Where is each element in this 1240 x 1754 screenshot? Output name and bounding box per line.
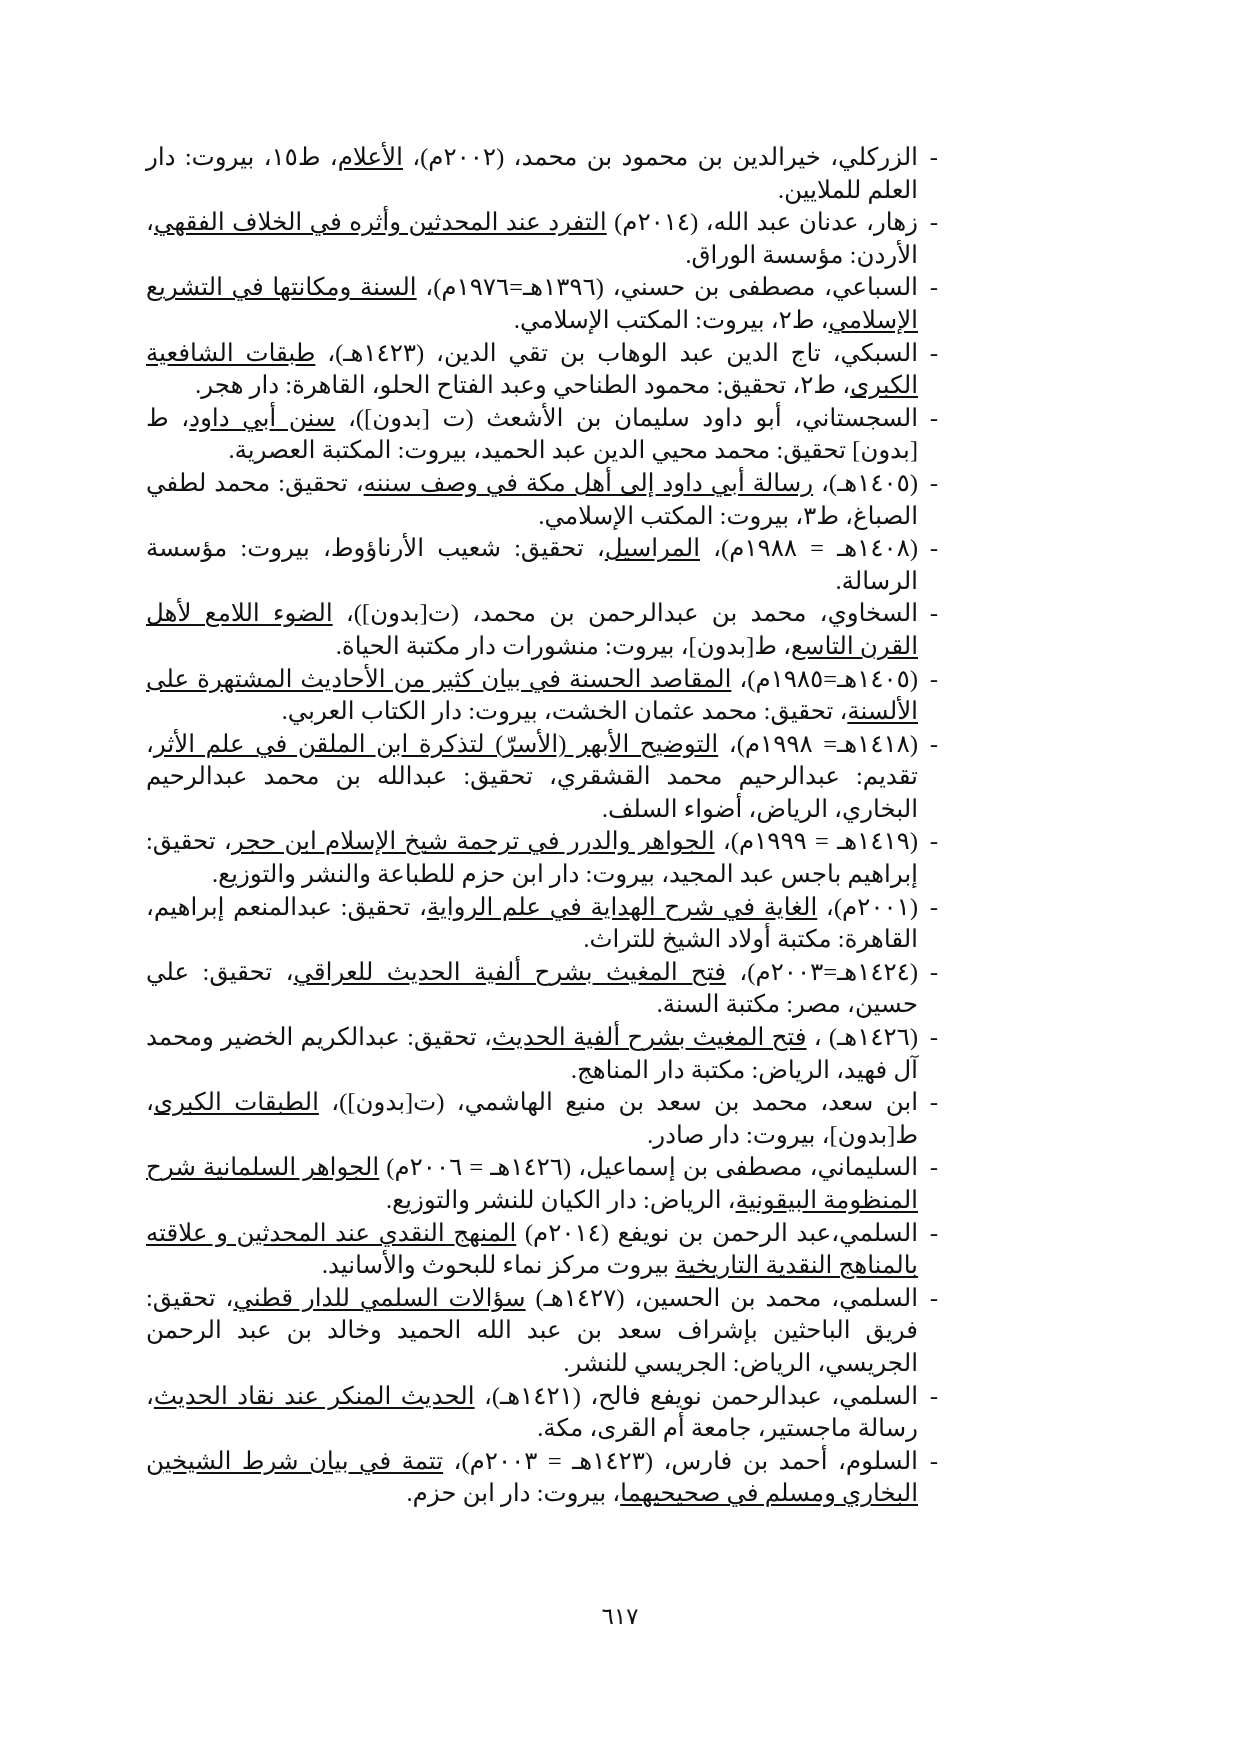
bibliography-entry: -زهار، عدنان عبد الله، (٢٠١٤م) التفرد عند المحدثين وأثره في الخلاف الفقهي، الأردن: مؤسسة الوراق. bbox=[146, 209, 938, 269]
entry-details: ، تحقيق: محمد لطفي الصباغ، ط٣، بيروت: المكتب الإسلامي. bbox=[146, 469, 918, 530]
bibliography-entry: -السلوم، أحمد بن فارس، (١٤٢٣هـ = ٢٠٠٣م)، تتمة في بيان شرط الشيخين البخاري ومسلم في صحيحيهما، بيروت: دار ابن حزم. bbox=[146, 1447, 938, 1508]
bibliography-entry: -السلمي، محمد بن الحسين، (١٤٢٧هـ) سؤالات السلمي للدار قطني، تحقيق: فريق الباحثين بإشراف سعد بن عبد الله الحميد وخالد بن عبد الرحمن الجريسي، الرياض: الجريسي للنشر. bbox=[146, 1284, 938, 1377]
entry-details: ، ط [بدون] تحقيق: محمد محيي الدين عبد الحميد، بيروت: المكتبة العصرية. bbox=[146, 404, 918, 465]
entry-title: السنة ومكانتها في التشريع الإسلامي bbox=[146, 274, 918, 334]
entry-details: ، الرياض: دار الكيان للنشر والتوزيع. bbox=[386, 1187, 736, 1214]
page-number: ٦١٧ bbox=[601, 1604, 639, 1630]
entry-author: (١٤١٩هـ = ١٩٩٩م)، bbox=[714, 828, 918, 856]
entry-details: ، تحقيق: محمد عثمان الخشت، بيروت: دار الكتاب العربي. bbox=[281, 698, 848, 726]
bibliography-entry: -السباعي، مصطفى بن حسني، (١٣٩٦هـ=١٩٧٦م)، السنة ومكانتها في التشريع الإسلامي، ط٢، بيروت: المكتب الإسلامي. bbox=[146, 274, 938, 334]
bibliography-entry: -(١٤١٨هـ= ١٩٩٨م)، التوضيح الأبهر (الأسرّ) لتذكرة ابن الملقن في علم الأثر، تقديم: عبدالرحيم محمد القشقري، تحقيق: عبدالله بن محمد عبدالرحيم البخاري، الرياض، أضواء السلف. bbox=[146, 730, 938, 823]
entry-author: (١٤٠٥هـ)، bbox=[813, 469, 918, 497]
entry-details: ، ط١٥، بيروت: دار العلم للملايين. bbox=[146, 144, 918, 204]
bibliography-entry: -السبكي، تاج الدين عبد الوهاب بن تقي الدين، (١٤٢٣هـ)، طبقات الشافعية الكبرى، ط٢، تحقيق: محمود الطناحي وعبد الفتاح الحلو، القاهرة: دار هجر. bbox=[146, 339, 939, 400]
entry-details: ، ط٢، تحقيق: محمود الطناحي وعبد الفتاح الحلو، القاهرة: دار هجر. bbox=[195, 372, 851, 400]
entry-details: ، تحقيق: فريق الباحثين بإشراف سعد بن عبد الله الحميد وخالد بن عبد الرحمن الجريسي، الرياض: الجريسي للنشر. bbox=[146, 1284, 918, 1377]
entry-title: الغاية في شرح الهداية في علم الرواية bbox=[426, 893, 818, 921]
bibliography-entry: -السلمي،عبد الرحمن بن نويفع (٢٠١٤م) المنهج النقدي عند المحدثين و علاقته بالمناهج النقدية التاريخية بيروت مركز نماء للبحوث والأسانيد. bbox=[146, 1219, 939, 1280]
entry-details: بيروت مركز نماء للبحوث والأسانيد. bbox=[321, 1252, 676, 1280]
entry-author: السلوم، أحمد بن فارس، (١٤٢٣هـ = ٢٠٠٣م)، bbox=[443, 1447, 918, 1475]
entry-details: ، تحقيق: علي حسين، مصر: مكتبة السنة. bbox=[146, 958, 918, 1019]
entry-details: ، تحقيق: إبراهيم باجس عبد المجيد، بيروت: دار ابن حزم للطباعة والنشر والتوزيع. bbox=[146, 828, 918, 889]
entry-details: ، تحقيق: عبدالمنعم إبراهيم، القاهرة: مكتبة أولاد الشيخ للتراث. bbox=[146, 893, 918, 954]
entry-author: السليماني، مصطفى بن إسماعيل، (١٤٢٦هـ = ٢٠٠٦م) bbox=[379, 1154, 919, 1182]
entry-title: فتح المغيث بشرح ألفية الحديث bbox=[491, 1024, 807, 1052]
bibliography-entry: -(١٤٠٥هـ=١٩٨٥م)، المقاصد الحسنة في بيان كثير من الأحاديث المشتهرة على الألسنة، تحقيق: محمد عثمان الخشت، بيروت: دار الكتاب العربي. bbox=[146, 665, 938, 726]
bibliography-entry: -(١٤٢٤هـ=٢٠٠٣م)، فتح المغيث بشرح ألفية الحديث للعراقي، تحقيق: علي حسين، مصر: مكتبة السنة. bbox=[146, 958, 938, 1019]
entry-author: (١٤١٨هـ= ١٩٩٨م)، bbox=[718, 730, 918, 758]
bibliography-entry: -السجستاني، أبو داود سليمان بن الأشعث (ت [بدون])، سنن أبي داود، ط [بدون] تحقيق: محمد محيي الدين عبد الحميد، بيروت: المكتبة العصرية. bbox=[146, 404, 939, 465]
bibliography-entry: -(١٤٢٦هـ) ، فتح المغيث بشرح ألفية الحديث، تحقيق: عبدالكريم الخضير ومحمد آل فهيد، الرياض: مكتبة دار المناهج. bbox=[146, 1024, 938, 1084]
entry-details: ، رسالة ماجستير، جامعة أم القرى، مكة. bbox=[146, 1382, 918, 1443]
entry-title: الجواهر والدرر في ترجمة شيخ الإسلام ابن حجر bbox=[231, 828, 715, 856]
entry-title: الجواهر السلمانية شرح المنظومة البيقونية bbox=[146, 1154, 918, 1214]
entry-author: السجستاني، أبو داود سليمان بن الأشعث (ت [بدون])، bbox=[335, 404, 919, 432]
entry-details: ، ط[بدون]، بيروت: منشورات دار مكتبة الحياة. bbox=[335, 632, 791, 660]
entry-author: السباعي، مصطفى بن حسني، (١٣٩٦هـ=١٩٧٦م)، bbox=[416, 274, 918, 302]
entry-title: المراسيل bbox=[604, 535, 701, 563]
entry-details: ، الأردن: مؤسسة الوراق. bbox=[146, 209, 918, 269]
entry-title: سؤالات السلمي للدار قطني bbox=[233, 1284, 526, 1312]
entry-author: زهار، عدنان عبد الله، (٢٠١٤م) bbox=[606, 209, 918, 237]
entry-author: (١٤٢٦هـ) ، bbox=[806, 1024, 918, 1052]
entry-title: الطبقات الكبرى bbox=[153, 1089, 319, 1117]
entry-title: الحديث المنكر عند نقاد الحديث bbox=[153, 1382, 475, 1410]
bibliography-entry: -(١٤١٩هـ = ١٩٩٩م)، الجواهر والدرر في ترجمة شيخ الإسلام ابن حجر، تحقيق: إبراهيم باجس عبد المجيد، بيروت: دار ابن حزم للطباعة والنشر والتوزيع. bbox=[146, 828, 938, 889]
bibliography-entry: -الزركلي، خيرالدين بن محمود بن محمد، (٢٠٠٢م)، الأعلام، ط١٥، بيروت: دار العلم للملايين. bbox=[146, 144, 938, 204]
entry-details: ، ط[بدون]، بيروت: دار صادر. bbox=[146, 1089, 918, 1149]
entry-title: التوضيح الأبهر (الأسرّ) لتذكرة ابن الملقن في علم الأثر bbox=[153, 730, 719, 758]
entry-author: السلمي، محمد بن الحسين، (١٤٢٧هـ) bbox=[525, 1284, 918, 1312]
entry-author: (١٤٠٥هـ=١٩٨٥م)، bbox=[731, 665, 918, 693]
entry-author: الزركلي، خيرالدين بن محمود بن محمد، (٢٠٠٢م)، bbox=[402, 144, 918, 171]
bibliography-entry: -(١٤٠٥هـ)، رسالة أبي داود إلى أهل مكة في وصف سننه، تحقيق: محمد لطفي الصباغ، ط٣، بيروت: المكتب الإسلامي. bbox=[146, 469, 938, 530]
entry-details: ، بيروت: دار ابن حزم. bbox=[406, 1480, 621, 1508]
entry-details: ، تحقيق: عبدالكريم الخضير ومحمد آل فهيد، الرياض: مكتبة دار المناهج. bbox=[146, 1024, 918, 1084]
bibliography-entry: -(١٤٠٨هـ = ١٩٨٨م)، المراسيل، تحقيق: شعيب الأرناؤوط، بيروت: مؤسسة الرسالة. bbox=[146, 535, 938, 595]
bibliography-entry: -ابن سعد، محمد بن سعد بن منيع الهاشمي، (ت[بدون])، الطبقات الكبرى، ط[بدون]، بيروت: دار صادر. bbox=[146, 1089, 938, 1149]
entry-title: رسالة أبي داود إلى أهل مكة في وصف سننه bbox=[363, 469, 814, 497]
entry-details: ، ط٢، بيروت: المكتب الإسلامي. bbox=[513, 306, 829, 334]
entry-title: المنهج النقدي عند المحدثين و علاقته بالمناهج النقدية التاريخية bbox=[146, 1219, 918, 1280]
entry-author: ابن سعد، محمد بن سعد بن منيع الهاشمي، (ت[بدون])، bbox=[318, 1089, 918, 1117]
entry-author: (١٤٠٨هـ = ١٩٨٨م)، bbox=[700, 535, 918, 563]
entry-title: التفرد عند المحدثين وأثره في الخلاف الفقهي bbox=[153, 209, 607, 237]
bibliography-entry: -(٢٠٠١م)، الغاية في شرح الهداية في علم الرواية، تحقيق: عبدالمنعم إبراهيم، القاهرة: مكتبة أولاد الشيخ للتراث. bbox=[146, 893, 938, 954]
entry-title: تتمة في بيان شرط الشيخين البخاري ومسلم في صحيحيهما bbox=[146, 1447, 918, 1508]
entry-author: السلمي، عبدالرحمن نويفع فالح، (١٤٢١هـ)، bbox=[474, 1382, 918, 1410]
entry-author: السبكي، تاج الدين عبد الوهاب بن تقي الدين، (١٤٢٣هـ)، bbox=[315, 339, 919, 367]
entry-details: ، تحقيق: شعيب الأرناؤوط، بيروت: مؤسسة الرسالة. bbox=[146, 535, 918, 595]
entry-title: الضوء اللامع لأهل القرن التاسع bbox=[146, 600, 918, 660]
bibliography-list bbox=[146, 142, 938, 1511]
bibliography-entry: -السخاوي، محمد بن عبدالرحمن بن محمد، (ت[بدون])، الضوء اللامع لأهل القرن التاسع، ط[بدون]، بيروت: منشورات دار مكتبة الحياة. bbox=[146, 600, 938, 660]
entry-title: طبقات الشافعية الكبرى bbox=[146, 339, 918, 400]
bibliography-entry: -السلمي، عبدالرحمن نويفع فالح، (١٤٢١هـ)، الحديث المنكر عند نقاد الحديث، رسالة ماجستير، جامعة أم القرى، مكة. bbox=[146, 1382, 938, 1443]
entry-title: المقاصد الحسنة في بيان كثير من الأحاديث المشتهرة على الألسنة bbox=[146, 665, 918, 726]
entry-title: الأعلام bbox=[337, 144, 403, 171]
entry-title: سنن أبي داود bbox=[189, 404, 336, 432]
entry-author: السلمي،عبد الرحمن بن نويفع (٢٠١٤م) bbox=[516, 1219, 919, 1247]
entry-title: فتح المغيث بشرح ألفية الحديث للعراقي bbox=[293, 958, 726, 986]
entry-author: (١٤٢٤هـ=٢٠٠٣م)، bbox=[725, 958, 918, 986]
entry-author: السخاوي، محمد بن عبدالرحمن بن محمد، (ت[بدون])، bbox=[332, 600, 918, 628]
bibliography-entry: -السليماني، مصطفى بن إسماعيل، (١٤٢٦هـ = ٢٠٠٦م) الجواهر السلمانية شرح المنظومة البيقونية، الرياض: دار الكيان للنشر والتوزيع. bbox=[146, 1154, 939, 1214]
entry-details: ، تقديم: عبدالرحيم محمد القشقري، تحقيق: عبدالله بن محمد عبدالرحيم البخاري، الرياض، أضواء السلف. bbox=[146, 730, 918, 823]
entry-author: (٢٠٠١م)، bbox=[817, 893, 918, 921]
